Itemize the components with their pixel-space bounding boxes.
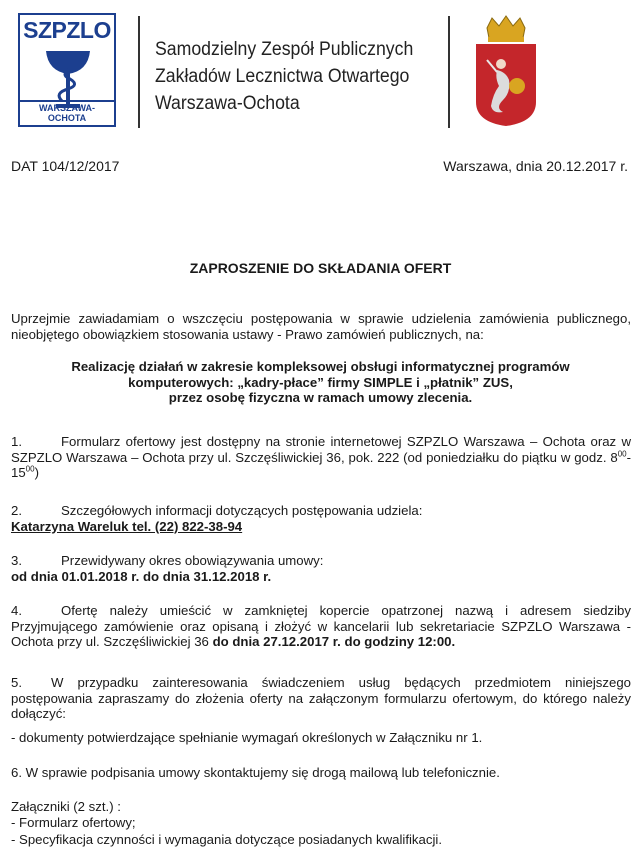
item-5-text: W przypadku zainteresowania świadczeniem usług będących przedmiotem niniejszego postępowania zapraszamy do złożenia oferty na załączonym formularzu ofertowym, do którego należy dołączyć: <box>11 675 631 722</box>
item-1-form-availability <box>11 434 631 481</box>
item-5-number: 5. <box>11 675 22 690</box>
subject-line-3: przez osobę fizyczna w ramach umowy zlecenia. <box>168 390 473 406</box>
organization-name <box>155 36 413 117</box>
item-1-close: ) <box>34 465 39 481</box>
item-2-contact <box>11 503 631 534</box>
item-6-contact-method: 6. W sprawie podpisania umowy skontaktujemy się drogą mailową lub telefonicznie. <box>11 765 500 780</box>
item-1-hours-dash: -15 <box>11 449 631 481</box>
contact-person: Katarzyna Wareluk tel. (22) 822-38-94 <box>11 518 243 534</box>
item-5-offer-invitation <box>11 675 631 722</box>
logo-acronym: SZPZLO <box>23 17 111 43</box>
place-and-date: Warszawa, dnia 20.12.2017 r. <box>443 158 628 174</box>
attachment-2: - Specyfikacja czynności i wymagania dotyczące posiadanych kwalifikacji. <box>11 832 442 847</box>
item-3-text: Przewidywany okres obowiązywania umowy: <box>61 553 324 568</box>
attachments-heading: Załączniki (2 szt.) : <box>11 799 121 814</box>
item-1-text: Formularz ofertowy jest dostępny na stronie internetowej SZPZLO Warszawa – Ochota oraz w SZPZLO Warszawa – Ochota przy ul. Szczęśliwickiej 36, pok. 222 (od poniedziałku do piątku w godz. 8 <box>11 434 631 465</box>
item-2-number: 2. <box>11 503 22 518</box>
attachment-1: - Formularz ofertowy; <box>11 815 136 830</box>
item-4-number: 4. <box>11 603 22 618</box>
item-5-required-documents: - dokumenty potwierdzające spełnianie wymagań określonych w Załączniku nr 1. <box>11 730 483 745</box>
document-title: ZAPROSZENIE DO SKŁADANIA OFERT <box>189 260 452 276</box>
header-divider-right <box>448 16 450 128</box>
org-name-line-3: Warszawa-Ochota <box>155 93 300 114</box>
org-name-line-2: Zakładów Lecznictwa Otwartego <box>155 66 410 87</box>
item-3-contract-period <box>11 553 631 584</box>
subject-line-1: Realizację działań w zakresie kompleksowej obsługi informatycznej programów <box>71 359 570 374</box>
item-1-hours-to-minutes: 00 <box>25 464 35 474</box>
submission-deadline: do dnia 27.12.2017 r. do godziny 12:00. <box>212 634 456 650</box>
item-4-text: Ofertę należy umieścić w zamkniętej kopercie opatrzonej nazwą i adresem siedziby Przyjmującego zamówienie oraz opisaną i złożyć w kancelarii lub sekretariacie SZPZLO Warszawa - Ochota przy ul. Szczęśliwickiej 36 <box>11 603 631 650</box>
item-1-number: 1. <box>11 434 22 449</box>
item-2-text: Szczegółowych informacji dotyczących postępowania udziela: <box>61 503 423 518</box>
subject-of-order <box>0 359 641 406</box>
item-3-number: 3. <box>11 553 22 568</box>
szpzlo-logo <box>18 13 116 127</box>
header-divider-left <box>138 16 140 128</box>
org-name-line-1: Samodzielny Zespół Publicznych <box>155 39 414 60</box>
document-reference: DAT 104/12/2017 <box>11 158 120 174</box>
logo-location: WARSZAWA-OCHOTA <box>20 100 114 125</box>
item-4-submission <box>11 603 631 650</box>
contract-period: od dnia 01.01.2018 r. do dnia 31.12.2018 r. <box>11 568 272 584</box>
subject-line-2: komputerowych: „kadry-płace” firmy SIMPLE i „płatnik” ZUS, <box>128 374 513 390</box>
item-1-hours-from-minutes: 00 <box>617 449 627 459</box>
intro-paragraph: Uprzejmie zawiadamiam o wszczęciu postępowania w sprawie udzielenia zamówienia publicznego, nieobjętego obowiązkiem stosowania ustawy - Prawo zamówień publicznych, na: <box>11 311 631 342</box>
warsaw-coat-of-arms-icon <box>473 14 539 128</box>
